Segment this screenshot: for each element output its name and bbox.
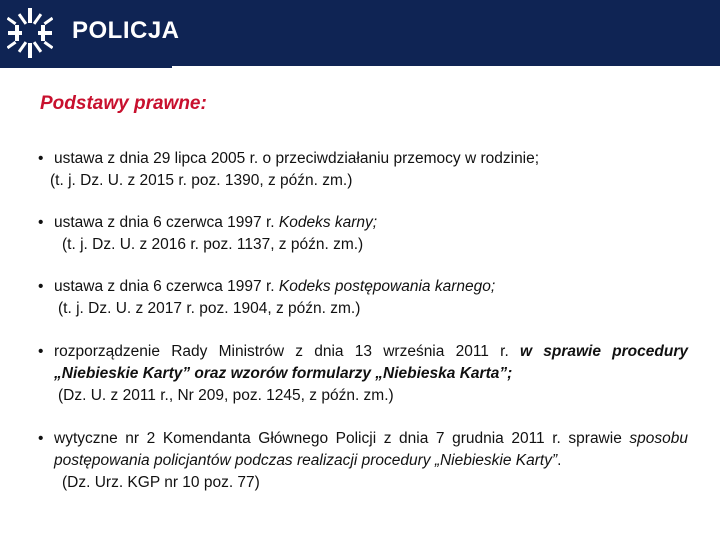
item-reference: (Dz. Urz. KGP nr 10 poz. 77)	[62, 474, 260, 491]
item-text: ustawa z dnia 6 czerwca 1997 r.	[54, 214, 275, 231]
item-text: rozporządzenie Rady Ministrów z dnia 13 września 2011 r.	[54, 343, 509, 360]
item-text: wytyczne nr 2 Komendanta Głównego Policji z dnia 7 grudnia 2011 r. sprawie	[54, 430, 622, 447]
bullet: •	[38, 150, 44, 167]
slide-title: Podstawy prawne:	[40, 93, 207, 114]
item-reference: (t. j. Dz. U. z 2015 r. poz. 1390, z późn. zm.)	[50, 172, 353, 189]
item-title: w sprawie procedury „Niebieskie Karty” oraz wzorów formularzy „Niebieska Karta”;	[54, 343, 688, 382]
list-item	[38, 276, 688, 320]
item-text-end: .	[557, 452, 562, 469]
header-bar	[0, 0, 720, 66]
item-title: Kodeks karny;	[278, 214, 378, 231]
list-item	[38, 341, 688, 407]
header-underline	[0, 66, 172, 68]
bullet: •	[38, 430, 44, 447]
list-item	[38, 212, 688, 256]
bullet: •	[38, 278, 44, 295]
item-reference: (t. j. Dz. U. z 2016 r. poz. 1137, z późn. zm.)	[62, 236, 364, 253]
item-text: ustawa z dnia 6 czerwca 1997 r.	[54, 278, 275, 295]
police-star-icon	[7, 7, 53, 59]
legal-basis-list	[38, 148, 688, 494]
bullet: •	[38, 343, 44, 360]
item-title: sposobu postępowania policjantów podczas realizacji procedury „Niebieskie Karty”	[54, 430, 689, 469]
item-reference: (Dz. U. z 2011 r., Nr 209, poz. 1245, z późn. zm.)	[58, 387, 394, 404]
item-title: Kodeks postępowania karnego;	[278, 278, 496, 295]
item-reference: (t. j. Dz. U. z 2017 r. poz. 1904, z późn. zm.)	[58, 300, 361, 317]
brand-name: POLICJA	[72, 17, 180, 44]
list-item	[38, 428, 688, 494]
list-item	[38, 148, 688, 192]
item-text: ustawa z dnia 29 lipca 2005 r. o przeciwdziałaniu przemocy w rodzinie;	[54, 150, 540, 167]
bullet: •	[38, 214, 44, 231]
